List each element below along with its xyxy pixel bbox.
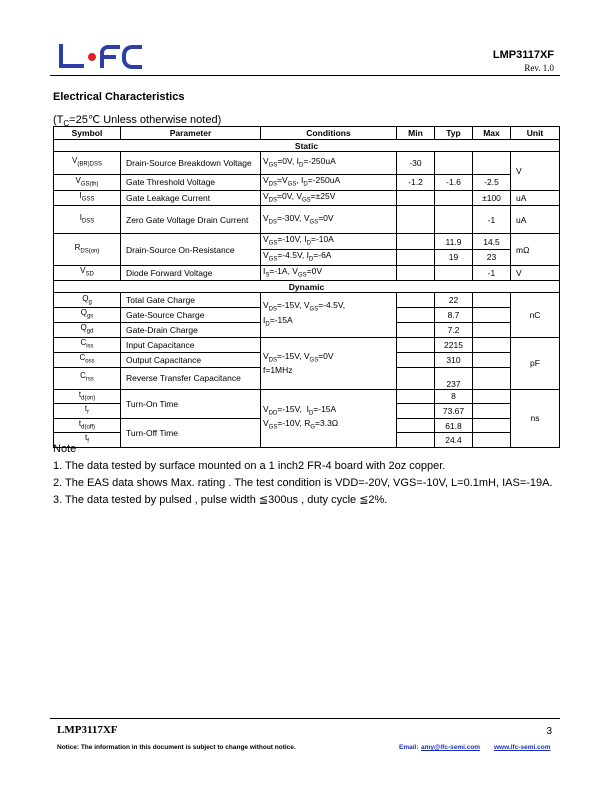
header-part-number: LMP3117XF [492, 49, 554, 61]
note-item: 3. The data tested by pulsed , pulse width ≦300us , duty cycle ≦2%. [53, 494, 388, 506]
symbol-cell: $I_{GSS}$ [54, 190, 121, 206]
symbol-cell: $t_r$ [54, 404, 121, 419]
parameter-cell: Gate Leakage Current [121, 190, 261, 206]
symbol-cell: $V_{SD}$ [54, 265, 121, 281]
footer-notice: Notice: The information in this document is subject to change without notice. [57, 744, 296, 751]
col-header-unit: Unit [511, 127, 560, 140]
condition-cell: $V_{DS}=V_{GS}$, $I_D=-250uA$ [261, 175, 397, 191]
unit-cell: uA [511, 206, 560, 234]
footer-divider [50, 718, 560, 719]
min-cell [397, 323, 435, 338]
symbol-cell: $C_{oss}$ [54, 352, 121, 367]
condition-cell: $I_S=-1A$, $V_{GS}=0V$ [261, 265, 397, 281]
symbol-cell: $t_f$ [54, 433, 121, 448]
table-row [54, 265, 560, 281]
note-item: 1. The data tested by surface mounted on a 1 inch2 FR-4 board with 2oz copper. [53, 460, 446, 472]
typ-cell: 2215 [435, 337, 473, 352]
parameter-cell: Drain-Source Breakdown Voltage [121, 152, 261, 175]
typ-cell: 237 [435, 367, 473, 389]
max-cell [473, 323, 511, 338]
min-cell [397, 367, 435, 389]
company-logo [58, 44, 144, 70]
max-cell [473, 293, 511, 308]
condition-cell: $V_{DS}=-15V$, $V_{GS}=-4.5V$, $I_D=-15A$ [261, 293, 397, 337]
table-header-row [54, 127, 560, 140]
min-cell [397, 418, 435, 433]
max-cell: 23 [473, 250, 511, 266]
footer-website-link[interactable]: www.lfc-semi.com [494, 744, 551, 751]
table-row [54, 337, 560, 352]
symbol-cell: $C_{rss}$ [54, 367, 121, 389]
table-row [54, 175, 560, 191]
max-cell: -1 [473, 206, 511, 234]
table-row [54, 206, 560, 234]
min-cell [397, 234, 435, 250]
parameter-cell: Turn-On Time [121, 389, 261, 418]
parameter-cell: Diode Forward Voltage [121, 265, 261, 281]
typ-cell: 8.7 [435, 308, 473, 323]
table-row [54, 389, 560, 404]
max-cell [473, 337, 511, 352]
section-dynamic: Dynamic [54, 281, 560, 293]
min-cell [397, 389, 435, 404]
col-header-parameter: Parameter [121, 127, 261, 140]
typ-cell: 73.67 [435, 404, 473, 419]
max-cell [473, 367, 511, 389]
symbol-cell: $I_{DSS}$ [54, 206, 121, 234]
max-cell: ±100 [473, 190, 511, 206]
typ-cell [435, 206, 473, 234]
parameter-cell: Total Gate Charge [121, 293, 261, 308]
section-title: Electrical Characteristics [53, 91, 185, 103]
typ-cell: -1.6 [435, 175, 473, 191]
typ-cell [435, 190, 473, 206]
symbol-cell: $Q_{gs}$ [54, 308, 121, 323]
parameter-cell: Gate-Drain Charge [121, 323, 261, 338]
typ-cell: 24.4 [435, 433, 473, 448]
condition-cell: $V_{DS}=0V$, $V_{GS}=\pm 25V$ [261, 190, 397, 206]
note-item: 2. The EAS data shows Max. rating . The test condition is VDD=-20V, VGS=-10V, L=0.1mH, IAS=-19A. [53, 477, 553, 489]
unit-cell: ns [511, 389, 560, 447]
unit-cell: V [511, 152, 560, 191]
test-condition-note: ($T_C=25℃$ Unless otherwise noted) [53, 114, 222, 129]
unit-cell: V [511, 265, 560, 281]
footer-part-number: LMP3117XF [57, 724, 118, 736]
col-header-min: Min [397, 127, 435, 140]
max-cell: -1 [473, 265, 511, 281]
typ-cell: 22 [435, 293, 473, 308]
parameter-cell: Gate-Source Charge [121, 308, 261, 323]
table-row [54, 234, 560, 250]
symbol-cell: $R_{DS(on)}$ [54, 234, 121, 265]
notes-section [53, 441, 553, 509]
table-row [54, 293, 560, 308]
section-static: Static [54, 140, 560, 152]
condition-cell: $V_{GS}=-4.5V$, $I_D=-6A$ [261, 250, 397, 266]
symbol-cell: $t_{d(off)}$ [54, 418, 121, 433]
typ-cell: 11.9 [435, 234, 473, 250]
min-cell [397, 352, 435, 367]
min-cell [397, 250, 435, 266]
min-cell [397, 404, 435, 419]
typ-cell [435, 265, 473, 281]
notes-title: Note [53, 443, 77, 455]
parameter-cell: Zero Gate Voltage Drain Current [121, 206, 261, 234]
typ-cell: 310 [435, 352, 473, 367]
condition-cell: $V_{DS}=-30V$, $V_{GS}=0V$ [261, 206, 397, 234]
unit-cell: nC [511, 293, 560, 337]
symbol-cell: $Q_g$ [54, 293, 121, 308]
parameter-cell: Gate Threshold Voltage [121, 175, 261, 191]
parameter-cell: Turn-Off Time [121, 418, 261, 447]
condition-cell: $V_{GS}=0V$, $I_D=-250uA$ [261, 152, 397, 175]
min-cell [397, 265, 435, 281]
max-cell [473, 308, 511, 323]
col-header-max: Max [473, 127, 511, 140]
min-cell: -30 [397, 152, 435, 175]
col-header-conditions: Conditions [261, 127, 397, 140]
unit-cell: uA [511, 190, 560, 206]
min-cell [397, 190, 435, 206]
parameter-cell: Output Capacitance [121, 352, 261, 367]
parameter-cell: Reverse Transfer Capacitance [121, 367, 261, 389]
parameter-cell: Drain-Source On-Resistance [121, 234, 261, 265]
unit-cell: mΩ [511, 234, 560, 265]
electrical-characteristics-table [53, 126, 560, 448]
max-cell [473, 152, 511, 175]
symbol-cell: $V_{GS(th)}$ [54, 175, 121, 191]
max-cell: -2.5 [473, 175, 511, 191]
header-revision: Rev. 1.0 [524, 63, 554, 73]
typ-cell: 8 [435, 389, 473, 404]
col-header-symbol: Symbol [54, 127, 121, 140]
max-cell: 14.5 [473, 234, 511, 250]
condition-cell: $V_{GS}=-10V$, $I_D=-10A$ [261, 234, 397, 250]
condition-cell: $V_{DD}=-15V$, $I_D=-15A$ $V_{GS}=-10V$, $R_G=3.3\Omega$ [261, 389, 397, 447]
table-row [54, 190, 560, 206]
max-cell [473, 418, 511, 433]
condition-cell: $V_{DS}=-15V$, $V_{GS}=0V$ f=1MHz [261, 337, 397, 389]
min-cell [397, 308, 435, 323]
symbol-cell: $Q_{gd}$ [54, 323, 121, 338]
typ-cell [435, 152, 473, 175]
col-header-typ: Typ [435, 127, 473, 140]
footer-email-label: Email: [399, 744, 419, 751]
symbol-cell: $t_{d(on)}$ [54, 389, 121, 404]
min-cell [397, 337, 435, 352]
max-cell [473, 404, 511, 419]
page-number: 3 [546, 726, 552, 737]
unit-cell: pF [511, 337, 560, 389]
max-cell [473, 352, 511, 367]
symbol-cell: $C_{iss}$ [54, 337, 121, 352]
header-divider [50, 75, 560, 76]
footer-email-link[interactable]: amy@lfc-semi.com [421, 744, 481, 751]
symbol-cell: $V_{(BR)DSS}$ [54, 152, 121, 175]
parameter-cell: Input Capacitance [121, 337, 261, 352]
max-cell [473, 389, 511, 404]
typ-cell: 7.2 [435, 323, 473, 338]
table-row [54, 152, 560, 175]
min-cell [397, 293, 435, 308]
min-cell: -1.2 [397, 175, 435, 191]
typ-cell: 61.8 [435, 418, 473, 433]
min-cell [397, 206, 435, 234]
typ-cell: 19 [435, 250, 473, 266]
